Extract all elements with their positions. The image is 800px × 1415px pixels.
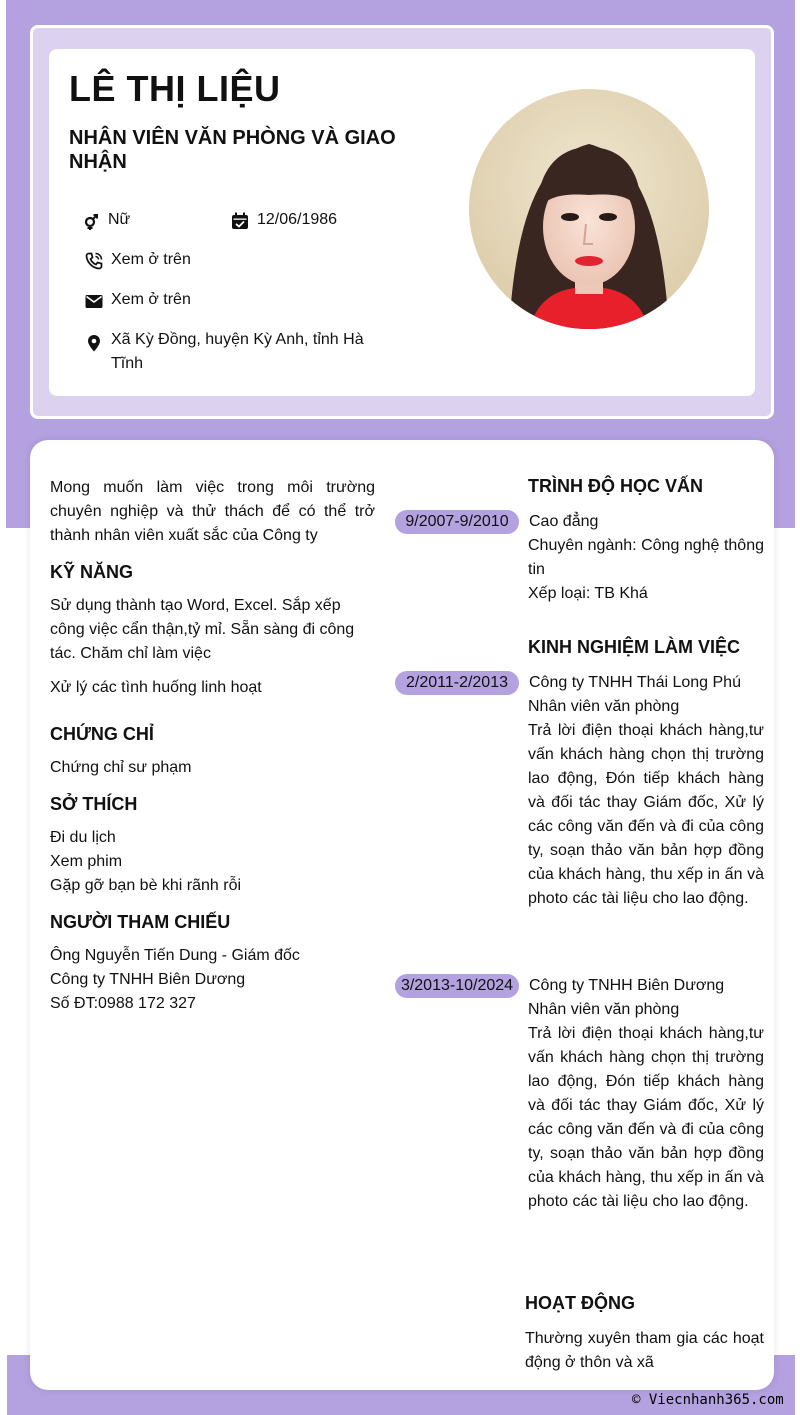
experience-position: Nhân viên văn phòng: [528, 1001, 680, 1018]
email-value: Xem ở trên: [111, 291, 191, 308]
candidate-name: LÊ THỊ LIỆU: [69, 68, 281, 109]
experience-position: Nhân viên văn phòng: [528, 698, 680, 715]
career-objective: Mong muốn làm việc trong môi trường chuyên nghiệp và thử thách để có thể trở thành nhân viên xuất sắc của Công ty: [50, 479, 375, 544]
reference-line: Số ĐT:0988 172 327: [50, 995, 196, 1012]
gender-icon: [82, 212, 100, 230]
calendar-icon: [231, 212, 249, 230]
experience-heading: KINH NGHIỆM LÀM VIỆC: [528, 637, 741, 657]
skill-item: Sử dụng thành tạo Word, Excel. Sắp xếp công việc cẩn thận,tỷ mỉ. Sẵn sàng đi công tác. Chăm chỉ làm việc: [50, 597, 355, 662]
reference-line: Công ty TNHH Biên Dương: [50, 971, 246, 988]
location-pin-icon: [85, 334, 103, 352]
profile-photo-image: [469, 89, 709, 329]
experience-company: Công ty TNHH Thái Long Phú: [529, 674, 741, 691]
profile-photo: [469, 89, 709, 329]
gender-info: [82, 208, 222, 232]
education-school: Cao đẳng: [529, 513, 599, 530]
hobbies-heading: SỞ THÍCH: [50, 794, 138, 814]
certificates-heading: CHỨNG CHỈ: [50, 724, 154, 744]
education-heading: TRÌNH ĐỘ HỌC VẤN: [528, 476, 703, 496]
certificate-item: Chứng chỉ sư phạm: [50, 759, 192, 776]
education-grade: Xếp loại: TB Khá: [528, 585, 648, 602]
hobby-item: Gặp gỡ bạn bè khi rãnh rỗi: [50, 877, 242, 894]
skill-item: Xử lý các tình huống linh hoạt: [50, 679, 262, 696]
gender-value: Nữ: [108, 211, 131, 228]
address-info: [85, 328, 385, 376]
address-value: Xã Kỳ Đồng, huyện Kỳ Anh, tỉnh Hà Tĩnh: [111, 331, 364, 372]
hobby-item: Đi du lịch: [50, 829, 116, 846]
phone-icon: [85, 252, 103, 270]
education-period-badge: 9/2007-9/2010: [395, 510, 519, 534]
hobby-item: Xem phim: [50, 853, 123, 870]
phone-value: Xem ở trên: [111, 251, 191, 268]
job-title: NHÂN VIÊN VĂN PHÒNG VÀ GIAO NHẬN: [69, 127, 396, 173]
experience-company: Công ty TNHH Biên Dương: [529, 977, 725, 994]
activities-heading: HOẠT ĐỘNG: [525, 1293, 635, 1313]
birthdate-value: 12/06/1986: [257, 211, 338, 228]
experience-description: Trả lời điện thoại khách hàng,tư vấn khách hàng chọn thị trường lao động, Đón tiếp khách hàng và đối tác thay Giám đốc, Xử lý các công văn đến và đi của công ty, soạn thảo văn bản hợp đồng của khách hàng, thu xếp in ấn và photo các tài liệu cho lao động.: [528, 1025, 764, 1210]
experience-description: Trả lời điện thoại khách hàng,tư vấn khách hàng chọn thị trường lao động, Đón tiếp khách hàng và đối tác thay Giám đốc, Xử lý các công văn đến và đi của công ty, soạn thảo văn bản hợp đồng của khách hàng, thu xếp in ấn và photo các tài liệu cho lao động.: [528, 722, 764, 907]
experience-period-badge: 2/2011-2/2013: [395, 671, 519, 695]
activities-text: Thường xuyên tham gia các hoạt động ở thôn và xã: [525, 1330, 764, 1371]
education-major: Chuyên ngành: Công nghệ thông tin: [528, 537, 764, 578]
email-icon: [85, 292, 103, 310]
phone-info: [85, 248, 385, 272]
reference-line: Ông Nguyễn Tiến Dung - Giám đốc: [50, 947, 300, 964]
experience-period-badge: 3/2013-10/2024: [395, 974, 519, 998]
references-heading: NGƯỜI THAM CHIẾU: [50, 912, 231, 932]
skills-heading: KỸ NĂNG: [50, 562, 134, 582]
copyright-footer: © Viecnhanh365.com: [632, 1392, 784, 1408]
email-info: [85, 288, 385, 312]
birthdate-info: [231, 208, 391, 232]
